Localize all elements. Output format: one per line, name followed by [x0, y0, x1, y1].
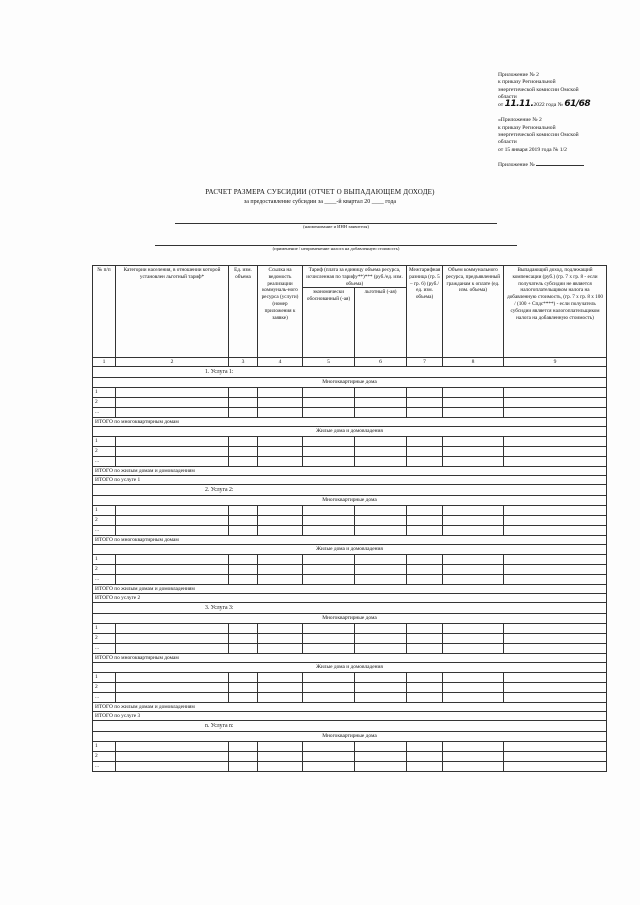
table-cell [229, 575, 258, 585]
table-cell [303, 388, 355, 398]
table-cell [355, 388, 407, 398]
table-cell [229, 742, 258, 752]
table-cell [355, 516, 407, 526]
table-cell [355, 565, 407, 575]
table-cell [443, 644, 504, 654]
table-cell [303, 752, 355, 762]
row-number: 1 [93, 624, 116, 634]
table-cell [355, 742, 407, 752]
header-c8: Объем коммунального ресурса, предъявленный гражданам к оплате (ед. изм. объема) [443, 266, 504, 358]
table-cell [407, 398, 443, 408]
table-cell [407, 683, 443, 693]
table-cell [303, 447, 355, 457]
date-suffix: 2022 года № [533, 102, 563, 109]
row-number: 2 [93, 565, 116, 575]
table-cell [443, 398, 504, 408]
table-cell [355, 683, 407, 693]
table-cell [303, 683, 355, 693]
row-number: 2 [93, 516, 116, 526]
table-cell [116, 506, 229, 516]
table-cell [443, 447, 504, 457]
table-cell [229, 506, 258, 516]
header-c1: № п/п [93, 266, 116, 358]
table-cell [303, 693, 355, 703]
column-number: 8 [443, 358, 504, 367]
table-cell [504, 634, 607, 644]
table-cell [504, 516, 607, 526]
appendix-label: Приложение № [498, 162, 634, 169]
total-row: ИТОГО по жилым домам и домовладениям [93, 467, 607, 476]
table-cell [443, 565, 504, 575]
table-cell [355, 408, 407, 418]
table-cell [355, 575, 407, 585]
table-cell [258, 624, 303, 634]
table-cell [116, 742, 229, 752]
table-cell [355, 437, 407, 447]
table-cell [258, 388, 303, 398]
table-cell [258, 447, 303, 457]
row-number: ... [93, 408, 116, 418]
table-cell [407, 673, 443, 683]
table-cell [407, 565, 443, 575]
table-cell [355, 644, 407, 654]
column-number: 6 [355, 358, 407, 367]
table-cell [407, 742, 443, 752]
column-number: 1 [93, 358, 116, 367]
table-cell [504, 575, 607, 585]
table-cell [258, 673, 303, 683]
table-cell [303, 634, 355, 644]
table-cell [258, 575, 303, 585]
approval-line: энергетической комиссии Омской [498, 132, 579, 139]
table-cell [116, 673, 229, 683]
table-cell [116, 575, 229, 585]
table-cell [443, 506, 504, 516]
row-number: 1 [93, 555, 116, 565]
table-cell [116, 457, 229, 467]
table-cell [504, 762, 607, 772]
table-cell [258, 683, 303, 693]
table-cell [258, 437, 303, 447]
table-cell [504, 447, 607, 457]
table-cell [229, 457, 258, 467]
table-cell [116, 516, 229, 526]
table-cell [258, 408, 303, 418]
table-cell [504, 555, 607, 565]
table-cell [229, 673, 258, 683]
table-cell [504, 752, 607, 762]
table-cell [116, 398, 229, 408]
table-cell [116, 752, 229, 762]
table-cell [229, 516, 258, 526]
table-cell [116, 644, 229, 654]
table-cell [443, 673, 504, 683]
table-cell [303, 762, 355, 772]
document-subtitle: за предоставление субсидии за ____-й квартал 20 ____ года [243, 199, 397, 205]
row-number: 1 [93, 673, 116, 683]
header-c5: экономически обоснованный (-ая) [303, 288, 355, 358]
table-cell [258, 693, 303, 703]
table-cell [443, 408, 504, 418]
table-cell [504, 644, 607, 654]
table-cell [504, 624, 607, 634]
table-cell [258, 565, 303, 575]
row-number: 2 [93, 634, 116, 644]
table-cell [116, 437, 229, 447]
table-cell [229, 388, 258, 398]
table-cell [355, 555, 407, 565]
service-heading: n. Услуга n: [93, 721, 607, 732]
table-cell [229, 408, 258, 418]
table-cell [116, 693, 229, 703]
table-cell [355, 457, 407, 467]
approval-line: области [498, 93, 517, 100]
table-cell [407, 526, 443, 536]
table-cell [229, 555, 258, 565]
table-cell [407, 575, 443, 585]
table-cell [355, 526, 407, 536]
table-cell [443, 634, 504, 644]
table-cell [504, 408, 607, 418]
total-row: ИТОГО по услуге 2 [93, 594, 607, 603]
date-prefix: от [498, 102, 504, 109]
table-cell [229, 447, 258, 457]
row-number: ... [93, 457, 116, 467]
table-cell [407, 388, 443, 398]
table-cell [258, 742, 303, 752]
table-cell [355, 398, 407, 408]
row-number: 2 [93, 752, 116, 762]
table-cell [229, 624, 258, 634]
table-cell [504, 673, 607, 683]
handwritten-number: 61/68 [564, 99, 591, 110]
row-number: 1 [93, 506, 116, 516]
table-cell [407, 644, 443, 654]
approval-line: «Приложение № 2 [498, 117, 542, 124]
service-heading: 3. Услуга 3: [93, 603, 607, 614]
service-heading: 2. Услуга 2: [93, 485, 607, 496]
row-number: 1 [93, 437, 116, 447]
total-row: ИТОГО по жилым домам и домовладениям [93, 703, 607, 712]
table-cell [116, 565, 229, 575]
approval-line: Приложение № 2 [498, 72, 539, 78]
table-cell [303, 575, 355, 585]
row-number: ... [93, 693, 116, 703]
table-cell [229, 398, 258, 408]
table-cell [407, 437, 443, 447]
table-cell [355, 447, 407, 457]
category-heading: Многоквартирные дома [93, 378, 607, 388]
table-cell [504, 742, 607, 752]
table-cell [443, 388, 504, 398]
table-cell [258, 555, 303, 565]
table-cell [303, 408, 355, 418]
header-c6: льготный (-ая) [355, 288, 407, 358]
row-number: 1 [93, 742, 116, 752]
category-heading: Многоквартирные дома [93, 614, 607, 624]
table-cell [229, 693, 258, 703]
table-cell [303, 555, 355, 565]
total-row: ИТОГО по многоквартирным домам [93, 536, 607, 545]
approval-block [498, 72, 634, 169]
row-number: 1 [93, 388, 116, 398]
table-cell [229, 752, 258, 762]
table-cell [504, 388, 607, 398]
table-cell [355, 762, 407, 772]
category-heading: Жилые дома и домовладения [93, 427, 607, 437]
table-cell [443, 575, 504, 585]
header-c7: Межтарифная разница (гр. 5 – гр. 6) (руб./ед. изм. объема) [407, 266, 443, 358]
service-heading: 1. Услуга 1: [93, 367, 607, 378]
approval-line: энергетической комиссии Омской [498, 86, 579, 93]
table-cell [504, 683, 607, 693]
table-cell [229, 437, 258, 447]
table-cell [407, 762, 443, 772]
table-cell [355, 693, 407, 703]
header-c4: Ссылка на ведомость реализации коммуналь-ного ресурса (услуги) (номер приложения к заявке) [258, 266, 303, 358]
table-cell [504, 457, 607, 467]
table-cell [355, 634, 407, 644]
column-numbers-row [93, 358, 607, 367]
table-cell [116, 762, 229, 772]
table-cell [303, 644, 355, 654]
total-row: ИТОГО по услуге 1 [93, 476, 607, 485]
table-cell [258, 752, 303, 762]
row-number: ... [93, 575, 116, 585]
table-cell [258, 526, 303, 536]
approval-date-line [498, 101, 634, 109]
approval-line: к приказу Региональной [498, 79, 556, 86]
row-number: ... [93, 526, 116, 536]
table-cell [303, 437, 355, 447]
approval-line: от 15 января 2019 года № 1/2 [498, 146, 567, 153]
table-cell [258, 634, 303, 644]
total-row: ИТОГО по жилым домам и домовладениям [93, 585, 607, 594]
table-cell [407, 408, 443, 418]
total-row: ИТОГО по многоквартирным домам [93, 654, 607, 663]
table-cell [443, 555, 504, 565]
table-cell [407, 555, 443, 565]
row-number: ... [93, 762, 116, 772]
table-cell [407, 624, 443, 634]
table-cell [407, 457, 443, 467]
approval-line: к приказу Региональной [498, 124, 556, 131]
table-cell [229, 565, 258, 575]
category-heading: Многоквартирные дома [93, 496, 607, 506]
table-cell [258, 516, 303, 526]
table-cell [303, 398, 355, 408]
table-cell [258, 398, 303, 408]
table-cell [116, 408, 229, 418]
table-cell [303, 624, 355, 634]
column-number: 2 [116, 358, 229, 367]
table-cell [504, 506, 607, 516]
table-cell [303, 457, 355, 467]
table-cell [355, 673, 407, 683]
table-cell [407, 506, 443, 516]
table-cell [407, 693, 443, 703]
column-number: 9 [504, 358, 607, 367]
table-cell [504, 398, 607, 408]
approval-line: области [498, 139, 517, 146]
header-c3: Ед. изм. объема [229, 266, 258, 358]
vat-caption: (применение / неприменение налога на добавленную стоимость) [272, 246, 400, 251]
table-cell [258, 457, 303, 467]
category-heading: Жилые дома и домовладения [93, 545, 607, 555]
table-cell [303, 673, 355, 683]
row-number: 2 [93, 683, 116, 693]
table-cell [407, 634, 443, 644]
table-cell [258, 762, 303, 772]
table-cell [116, 683, 229, 693]
table-cell [443, 516, 504, 526]
table-cell [303, 565, 355, 575]
table-cell [355, 752, 407, 762]
table-cell [116, 624, 229, 634]
table-cell [443, 762, 504, 772]
table-cell [303, 506, 355, 516]
table-cell [258, 644, 303, 654]
table-cell [229, 644, 258, 654]
column-number: 5 [303, 358, 355, 367]
column-number: 7 [407, 358, 443, 367]
table-cell [443, 683, 504, 693]
table-cell [504, 693, 607, 703]
table-cell [258, 506, 303, 516]
table-cell [116, 388, 229, 398]
table-cell [504, 437, 607, 447]
row-number: 2 [93, 447, 116, 457]
table-cell [443, 526, 504, 536]
table-cell [303, 742, 355, 752]
table-cell [116, 526, 229, 536]
table-cell [407, 447, 443, 457]
table-cell [443, 624, 504, 634]
column-number: 4 [258, 358, 303, 367]
table-cell [229, 526, 258, 536]
table-cell [443, 693, 504, 703]
table-cell [407, 752, 443, 762]
applicant-caption: (наименование и ИНН заявителя) [303, 224, 369, 229]
table-cell [116, 447, 229, 457]
table-cell [355, 624, 407, 634]
header-c2: Категории населения, в отношении которой установлен льготный тариф* [116, 266, 229, 358]
header-c9: Выпадающий доход, подлежащий компенсации (руб.) (гр. 7 х гр. 8 - если получатель субсидии не является налогоплательщиком налога на добавленную стоимость, (гр. 7 х гр. 8 х 100 / (100 + Спдс****) - если получатель субсидии является налогоплательщиком налога на добавленную стоимость) [504, 266, 607, 358]
table-cell [443, 752, 504, 762]
table-cell [229, 683, 258, 693]
table-cell [504, 565, 607, 575]
column-number: 3 [229, 358, 258, 367]
table-cell [303, 526, 355, 536]
table-cell [443, 437, 504, 447]
table-cell [303, 516, 355, 526]
subsidy-table [92, 265, 607, 772]
handwritten-date: 11.11. [504, 99, 534, 110]
header-tariff: Тариф (плата за единицу объема ресурса, исчисленная по тарифу**)*** (руб./ед. изм. объема) [303, 266, 407, 288]
table-cell [116, 634, 229, 644]
table-cell [229, 634, 258, 644]
table-cell [443, 742, 504, 752]
category-heading: Жилые дома и домовладения [93, 663, 607, 673]
total-row: ИТОГО по многоквартирным домам [93, 418, 607, 427]
table-cell [504, 526, 607, 536]
row-number: 2 [93, 398, 116, 408]
table-cell [116, 555, 229, 565]
table-cell [355, 506, 407, 516]
table-cell [407, 516, 443, 526]
document-title: РАСЧЕТ РАЗМЕРА СУБСИДИИ (ОТЧЕТ О ВЫПАДАЮЩЕМ ДОХОДЕ) [205, 188, 435, 196]
table-cell [229, 762, 258, 772]
category-heading: Многоквартирные дома [93, 732, 607, 742]
total-row: ИТОГО по услуге 3 [93, 712, 607, 721]
table-cell [443, 457, 504, 467]
row-number: ... [93, 644, 116, 654]
